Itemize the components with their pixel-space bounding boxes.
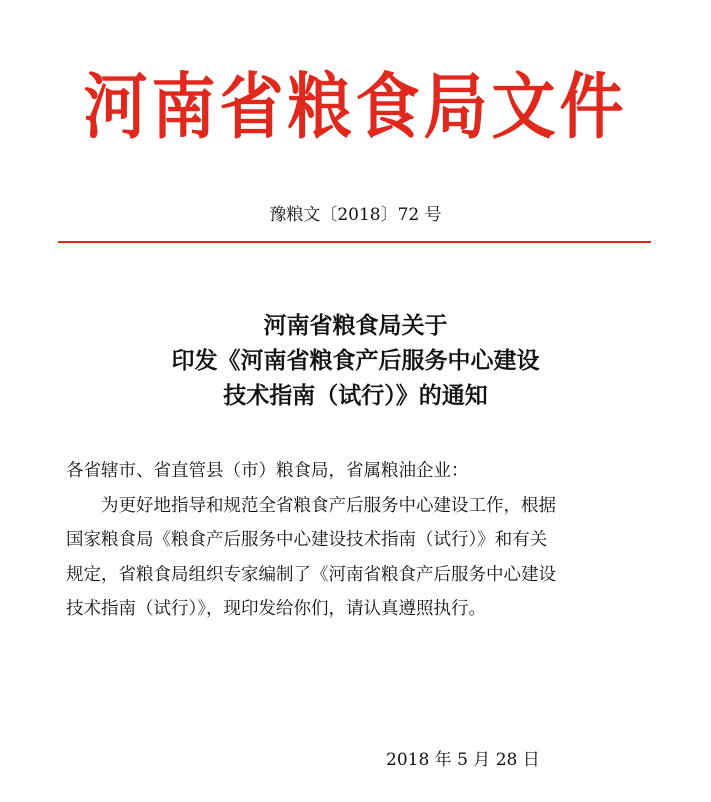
body-line-4: 技术指南（试行）》，现印发给你们，请认真遵照执行。 — [66, 599, 486, 619]
notice-title — [0, 308, 711, 413]
red-divider-line — [58, 241, 651, 243]
addressee-line: 各省辖市、省直管县（市）粮食局，省属粮油企业： — [66, 461, 469, 481]
document-number: 豫粮文〔2018〕72 号 — [269, 205, 442, 225]
title-line-3: 技术指南（试行）》的通知 — [223, 382, 488, 409]
title-line-1: 河南省粮食局关于 — [263, 312, 448, 339]
body-line-1: 为更好地指导和规范全省粮食产后服务中心建设工作，根据 — [101, 495, 556, 516]
issue-date: 2018 年 5 月 28 日 — [386, 750, 540, 770]
body-line-3: 规定，省粮食局组织专家编制了《河南省粮食产后服务中心建设 — [66, 564, 556, 585]
document-masthead: 河南省粮食局文件 — [83, 65, 628, 150]
notice-body — [66, 454, 656, 627]
title-line-2: 印发《河南省粮食产后服务中心建设 — [171, 347, 540, 374]
body-line-2: 国家粮食局《粮食产后服务中心建设技术指南（试行）》和有关 — [66, 530, 548, 550]
